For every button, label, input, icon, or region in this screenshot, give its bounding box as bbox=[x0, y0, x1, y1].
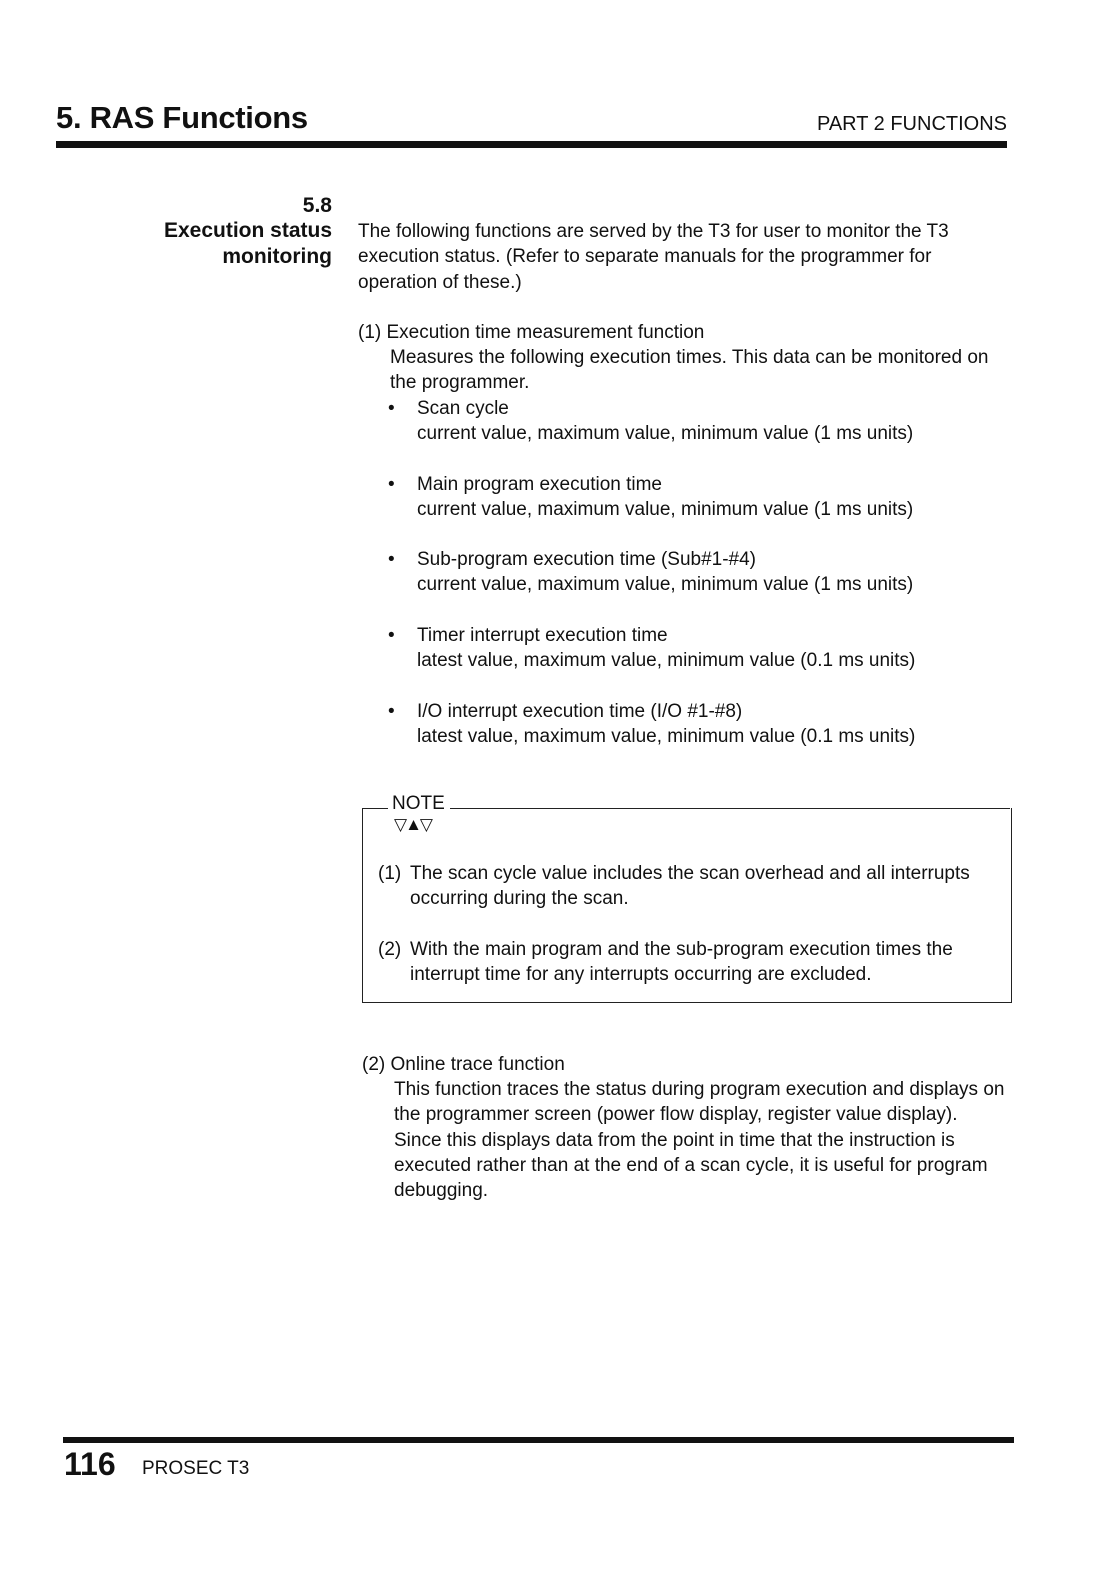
item1-heading: (1) Execution time measurement function bbox=[358, 322, 705, 343]
bullet-detail: current value, maximum value, minimum value (1 ms units) bbox=[417, 499, 914, 521]
bullet-title: Timer interrupt execution time bbox=[417, 625, 668, 646]
bullet-title: I/O interrupt execution time (I/O #1-#8) bbox=[417, 701, 743, 722]
bullet-title: Main program execution time bbox=[417, 474, 662, 495]
chapter-title: 5. RAS Functions bbox=[56, 100, 308, 135]
part-label: PART 2 FUNCTIONS bbox=[816, 113, 1007, 135]
section-title-line2: monitoring bbox=[222, 245, 332, 268]
item1-description: Measures the following execution times. This data can be monitored on the programmer. bbox=[390, 347, 989, 394]
note-triangles-icon: ▽▲▽ bbox=[394, 815, 431, 834]
bullet-title: Scan cycle bbox=[417, 398, 509, 419]
section-title-line1: Execution status bbox=[163, 219, 332, 242]
bullet-icon: • bbox=[388, 549, 395, 570]
section-number: 5.8 bbox=[302, 194, 332, 217]
bullet-detail: latest value, maximum value, minimum value (0.1 ms units) bbox=[417, 650, 916, 672]
bullet-icon: • bbox=[388, 474, 395, 495]
footer-rule bbox=[63, 1437, 1014, 1443]
bullet-detail: current value, maximum value, minimum value (1 ms units) bbox=[417, 423, 914, 445]
note-item-number: (2) bbox=[378, 939, 402, 960]
page-number: 116 bbox=[64, 1446, 116, 1482]
note-item-2 bbox=[378, 937, 998, 989]
bullet-detail: current value, maximum value, minimum value (1 ms units) bbox=[417, 574, 914, 596]
product-name: PROSEC T3 bbox=[142, 1458, 250, 1479]
header-rule bbox=[56, 141, 1007, 148]
bullet-icon: • bbox=[388, 625, 395, 646]
note-item-text: The scan cycle value includes the scan overhead and all interrupts occurring during the scan. bbox=[410, 863, 970, 910]
note-item-number: (1) bbox=[378, 863, 402, 884]
note-item-1 bbox=[378, 861, 998, 913]
note-border-tick bbox=[362, 808, 388, 809]
bullet-detail: latest value, maximum value, minimum value (0.1 ms units) bbox=[417, 726, 916, 748]
note-label: NOTE bbox=[392, 793, 445, 814]
note-item-text: With the main program and the sub-program execution times the interrupt time for any interrupts occurring are excluded. bbox=[410, 939, 953, 986]
item2-description: This function traces the status during program execution and displays on the programmer screen (power flow display, register value display). Since this displays data from the point in time that the instruction is executed rather than at the end of a scan cycle, it is useful for program debugging. bbox=[394, 1079, 1005, 1202]
bullet-icon: • bbox=[388, 398, 395, 419]
item2-heading: (2) Online trace function bbox=[362, 1054, 565, 1075]
bullet-icon: • bbox=[388, 701, 395, 722]
note-border-top bbox=[450, 808, 1010, 809]
intro-paragraph: The following functions are served by the T3 for user to monitor the T3 execution status. (Refer to separate manuals for the programmer for operation of these.) bbox=[358, 221, 949, 293]
section-title bbox=[164, 218, 332, 270]
bullet-title: Sub-program execution time (Sub#1-#4) bbox=[417, 549, 757, 570]
